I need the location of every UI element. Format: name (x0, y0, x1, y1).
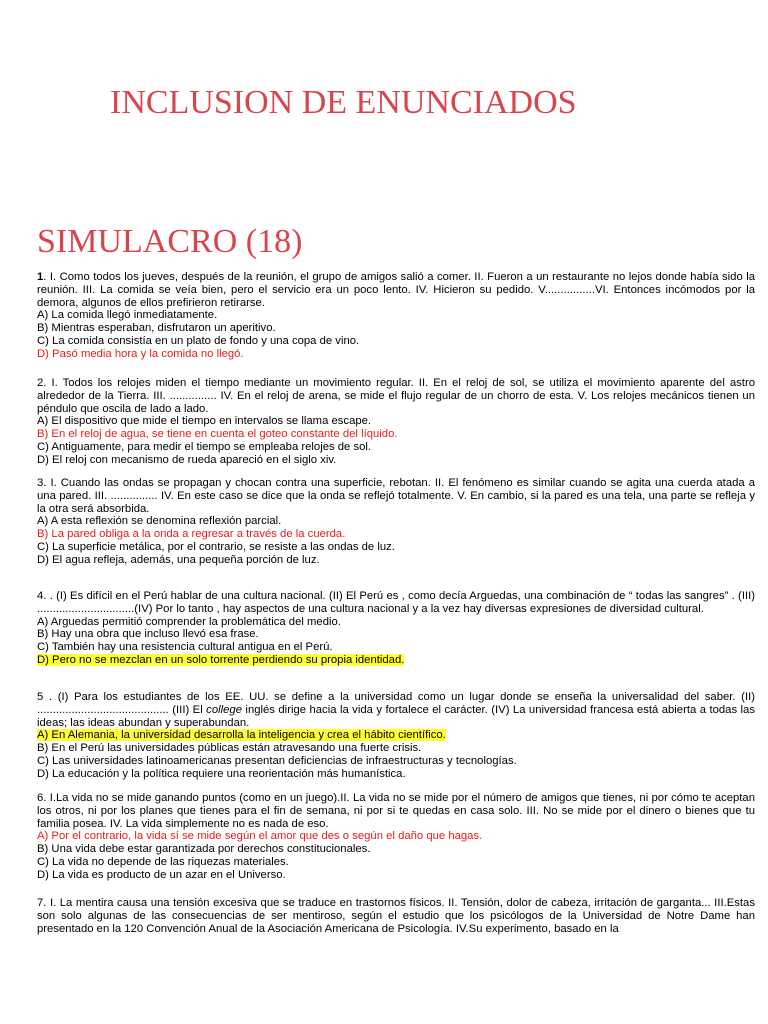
option-d: D) La educación y la política requiere una reorientación más humanística. (37, 767, 406, 780)
question-3 (37, 477, 755, 567)
question-1 (37, 271, 755, 361)
option-c: C) Antiguamente, para medir el tiempo se empleaba relojes de sol. (37, 440, 372, 453)
option-a-answer: A) En Alemania, la universidad desarrolla la inteligencia y crea el hábito científico. (37, 729, 446, 742)
option-d: D) El reloj con mecanismo de rueda apareció en el siglo xiv. (37, 453, 337, 466)
option-d: D) El agua refleja, además, una pequeña porción de luz. (37, 553, 320, 566)
option-a: A) El dispositivo que mide el tiempo en intervalos se llama escape. (37, 415, 372, 428)
option-d-answer: D) Pero no se mezclan en un solo torrente perdiendo su propia identidad. (37, 653, 405, 666)
option-b: B) Una vida debe estar garantizada por derechos constitucionales. (37, 843, 371, 856)
section-title: SIMULACRO (18) (37, 223, 303, 260)
question-stem: 3. I. Cuando las ondas se propagan y chocan contra una superficie, rebotan. II. El fenómeno es similar cuando se agita una cuerda atada a una pared. III. ............... IV. En este caso se dice que la onda se reflejó totalmente. V. En cambio, si la pared es una tela, una parte se refleja y la otra será absorbida. (37, 477, 755, 515)
option-c: C) La comida consistía en un plato de fondo y una copa de vino. (37, 334, 360, 347)
question-stem: 5 . (I) Para los estudiantes de los EE. UU. se define a la universidad como un lugar donde se enseña la universalidad del saber. (II) .......................................... (III) El college inglés dirige hacia la vida y fortalece el carácter. (IV) La universidad francesa está abierta a todas las ideas; las ideas abundan y superabundan. (37, 691, 755, 729)
option-d-answer: D) Pasó media hora y la comida no llegó. (37, 347, 244, 360)
question-stem: 7. I. La mentira causa una tensión excesiva que se traduce en trastornos físicos. II. Tensión, dolor de cabeza, irritación de garganta... III.Estas son solo algunas de las consecuencias de ser mentiroso, según el estudio que los psicólogos de la Universidad de Notre Dame han presentado en la 120 Convención Anual de la Asociación Americana de Psicología. IV.Su experimento, basado en la (37, 897, 755, 935)
question-stem: 2. I. Todos los relojes miden el tiempo mediante un movimiento regular. II. En el reloj de sol, se utiliza el movimiento aparente del astro alrededor de la Tierra. III. ............... IV. En el reloj de arena, se mide el flujo regular de un chorro de esta. V. Los relojes mecánicos tienen un péndulo que oscila de lado a lado. (37, 377, 755, 415)
question-number: 1 (37, 271, 44, 283)
option-b-answer: B) La pared obliga a la onda a regresar a través de la cuerda. (37, 528, 346, 541)
option-a: A) A esta reflexión se denomina reflexión parcial. (37, 515, 282, 528)
option-d: D) La vida es producto de un azar en el Universo. (37, 868, 286, 881)
question-2 (37, 377, 755, 467)
option-c: C) La vida no depende de las riquezas materiales. (37, 855, 289, 868)
option-b-answer: B) En el reloj de agua, se tiene en cuenta el goteo constante del líquido. (37, 428, 398, 441)
option-a-answer: A) Por el contrario, la vida sí se mide según el amor que des o según el daño que hagas. (37, 830, 483, 843)
option-c: C) La superficie metálica, por el contrario, se resiste a las ondas de luz. (37, 540, 395, 553)
question-stem: 1. I. Como todos los jueves, después de la reunión, el grupo de amigos salió a comer. II. Fueron a un restaurante no lejos donde había sido la reunión. III. La comida se veía bien, pero el servicio era un poco lento. IV. Hicieron su pedido. V................VI. Entonces incómodos por la demora, algunos de ellos prefirieron retirarse. (37, 271, 755, 309)
question-stem: 4. . (I) Es difícil en el Perú hablar de una cultura nacional. (II) El Perú es , como decía Arguedas, una combinación de “ todas las sangres” . (III) ...............................(IV) Por lo tanto , hay aspectos de una cultura nacional y a la vez hay diversas expresiones de diversidad cultural. (37, 590, 755, 615)
option-b: B) Mientras esperaban, disfrutaron un aperitivo. (37, 322, 276, 335)
option-a: A) Arguedas permitió comprender la problemática del medio. (37, 615, 341, 628)
option-c: C) También hay una resistencia cultural antigua en el Perú. (37, 641, 333, 654)
option-c: C) Las universidades latinoamericanas presentan deficiencias de infraestructuras y tecnologías. (37, 754, 517, 767)
option-b: B) Hay una obra que incluso llevó esa frase. (37, 628, 259, 641)
question-5 (37, 691, 755, 781)
option-a: A) La comida llegó inmediatamente. (37, 309, 218, 322)
question-stem: 6. I.La vida no se mide ganando puntos (como en un juego).II. La vida no se mide por el número de amigos que tienes, ni por cómo te aceptan los otros, ni por los planes que tienes para el fin de semana, ni por si te quedas en casa solo. III. No se mide por el dinero o bienes que tu familia posea. IV. La vida simplemente no es nada de eso. (37, 792, 755, 830)
question-7 (37, 897, 755, 935)
page-title: INCLUSION DE ENUNCIADOS (110, 84, 577, 121)
option-b: B) En el Perú las universidades públicas están atravesando una fuerte crisis. (37, 742, 422, 755)
question-4 (37, 590, 755, 667)
question-6 (37, 792, 755, 882)
